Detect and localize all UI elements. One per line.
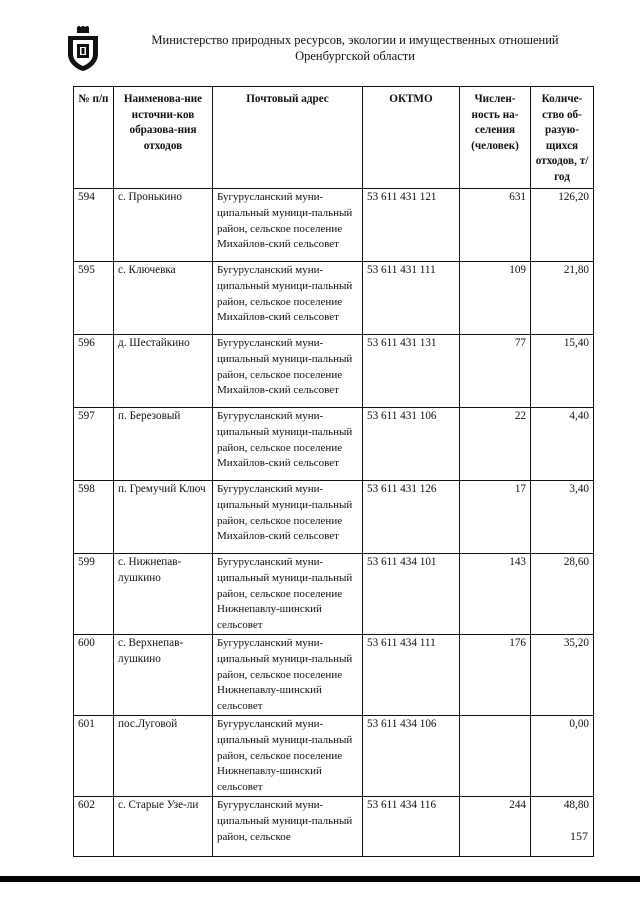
- cell-row-number: 601: [74, 715, 114, 796]
- cell-oktmo-code: 53 611 434 111: [363, 634, 460, 715]
- cell-oktmo-code: 53 611 431 121: [363, 189, 460, 262]
- cell-source-name: с. Старые Узе-ли: [114, 796, 213, 856]
- cell-waste-amount: 126,20: [531, 189, 594, 262]
- cell-population: 22: [460, 408, 531, 481]
- column-header-source-name: Наименова-ние источни-ков образова-ния отходов: [114, 87, 213, 189]
- cell-oktmo-code: 53 611 431 106: [363, 408, 460, 481]
- cell-oktmo-code: 53 611 431 126: [363, 481, 460, 554]
- table-row: [74, 408, 594, 481]
- header-line-2: Оренбургской области: [295, 49, 415, 63]
- cell-postal-address: Бугурусланский муни-ципальный муници-пальный район, сельское поселение Михайлов-ский сельсовет: [213, 189, 363, 262]
- cell-row-number: 595: [74, 262, 114, 335]
- page-bottom-rule: [0, 876, 640, 882]
- table-row: [74, 634, 594, 715]
- page-number: 157: [570, 829, 588, 843]
- column-header-oktmo: ОКТМО: [363, 87, 460, 189]
- cell-source-name: с. Ключевка: [114, 262, 213, 335]
- cell-postal-address: Бугурусланский муни-ципальный муници-пальный район, сельское поселение Нижнепавлу-шинский сельсовет: [213, 634, 363, 715]
- cell-population: 244: [460, 796, 531, 856]
- cell-waste-amount: 15,40: [531, 335, 594, 408]
- cell-waste-amount: 48,80: [531, 796, 594, 856]
- cell-postal-address: Бугурусланский муни-ципальный муници-пальный район, сельское: [213, 796, 363, 856]
- column-header-postal-address: Почтовый адрес: [213, 87, 363, 189]
- cell-oktmo-code: 53 611 431 131: [363, 335, 460, 408]
- cell-row-number: 602: [74, 796, 114, 856]
- cell-postal-address: Бугурусланский муни-ципальный муници-пальный район, сельское поселение Михайлов-ский сельсовет: [213, 481, 363, 554]
- cell-population: [460, 715, 531, 796]
- table-row: [74, 481, 594, 554]
- cell-population: 17: [460, 481, 531, 554]
- cell-waste-amount: 21,80: [531, 262, 594, 335]
- cell-source-name: пос.Луговой: [114, 715, 213, 796]
- cell-row-number: 596: [74, 335, 114, 408]
- cell-population: 176: [460, 634, 531, 715]
- table-row: [74, 335, 594, 408]
- column-header-population: Числен-ность на-селения (человек): [460, 87, 531, 189]
- cell-population: 631: [460, 189, 531, 262]
- cell-source-name: п. Гремучий Ключ: [114, 481, 213, 554]
- table-header-row: [74, 87, 594, 189]
- cell-row-number: 594: [74, 189, 114, 262]
- cell-postal-address: Бугурусланский муни-ципальный муници-пальный район, сельское поселение Нижнепавлу-шинский сельсовет: [213, 554, 363, 635]
- cell-source-name: п. Березовый: [114, 408, 213, 481]
- cell-postal-address: Бугурусланский муни-ципальный муници-пальный район, сельское поселение Михайлов-ский сельсовет: [213, 408, 363, 481]
- column-header-number: № п/п: [74, 87, 114, 189]
- cell-oktmo-code: 53 611 434 106: [363, 715, 460, 796]
- header-line-1: Министерство природных ресурсов, экологии и имущественных отношений: [151, 33, 559, 47]
- cell-postal-address: Бугурусланский муни-ципальный муници-пальный район, сельское поселение Нижнепавлу-шинский сельсовет: [213, 715, 363, 796]
- cell-oktmo-code: 53 611 434 116: [363, 796, 460, 856]
- cell-oktmo-code: 53 611 431 111: [363, 262, 460, 335]
- cell-waste-amount: 35,20: [531, 634, 594, 715]
- ministry-header: [120, 32, 590, 64]
- cell-source-name: с. Нижнепав-лушкино: [114, 554, 213, 635]
- column-header-waste-amount: Количе-ство об-разую-щихся отходов, т/год: [531, 87, 594, 189]
- cell-row-number: 597: [74, 408, 114, 481]
- cell-waste-amount: 4,40: [531, 408, 594, 481]
- cell-row-number: 599: [74, 554, 114, 635]
- table-row: [74, 262, 594, 335]
- waste-sources-table: [73, 86, 594, 857]
- cell-waste-amount: 28,60: [531, 554, 594, 635]
- coat-of-arms-icon: [66, 26, 100, 72]
- cell-postal-address: Бугурусланский муни-ципальный муници-пальный район, сельское поселение Михайлов-ский сельсовет: [213, 262, 363, 335]
- table-row: [74, 796, 594, 856]
- cell-row-number: 600: [74, 634, 114, 715]
- cell-postal-address: Бугурусланский муни-ципальный муници-пальный район, сельское поселение Михайлов-ский сельсовет: [213, 335, 363, 408]
- cell-source-name: с. Пронькино: [114, 189, 213, 262]
- cell-population: 77: [460, 335, 531, 408]
- cell-waste-amount: 3,40: [531, 481, 594, 554]
- cell-row-number: 598: [74, 481, 114, 554]
- table-row: [74, 189, 594, 262]
- cell-population: 143: [460, 554, 531, 635]
- cell-source-name: с. Верхнепав-лушкино: [114, 634, 213, 715]
- cell-source-name: д. Шестайкино: [114, 335, 213, 408]
- cell-waste-amount: 0,00: [531, 715, 594, 796]
- table-row: [74, 554, 594, 635]
- cell-oktmo-code: 53 611 434 101: [363, 554, 460, 635]
- cell-population: 109: [460, 262, 531, 335]
- table-row: [74, 715, 594, 796]
